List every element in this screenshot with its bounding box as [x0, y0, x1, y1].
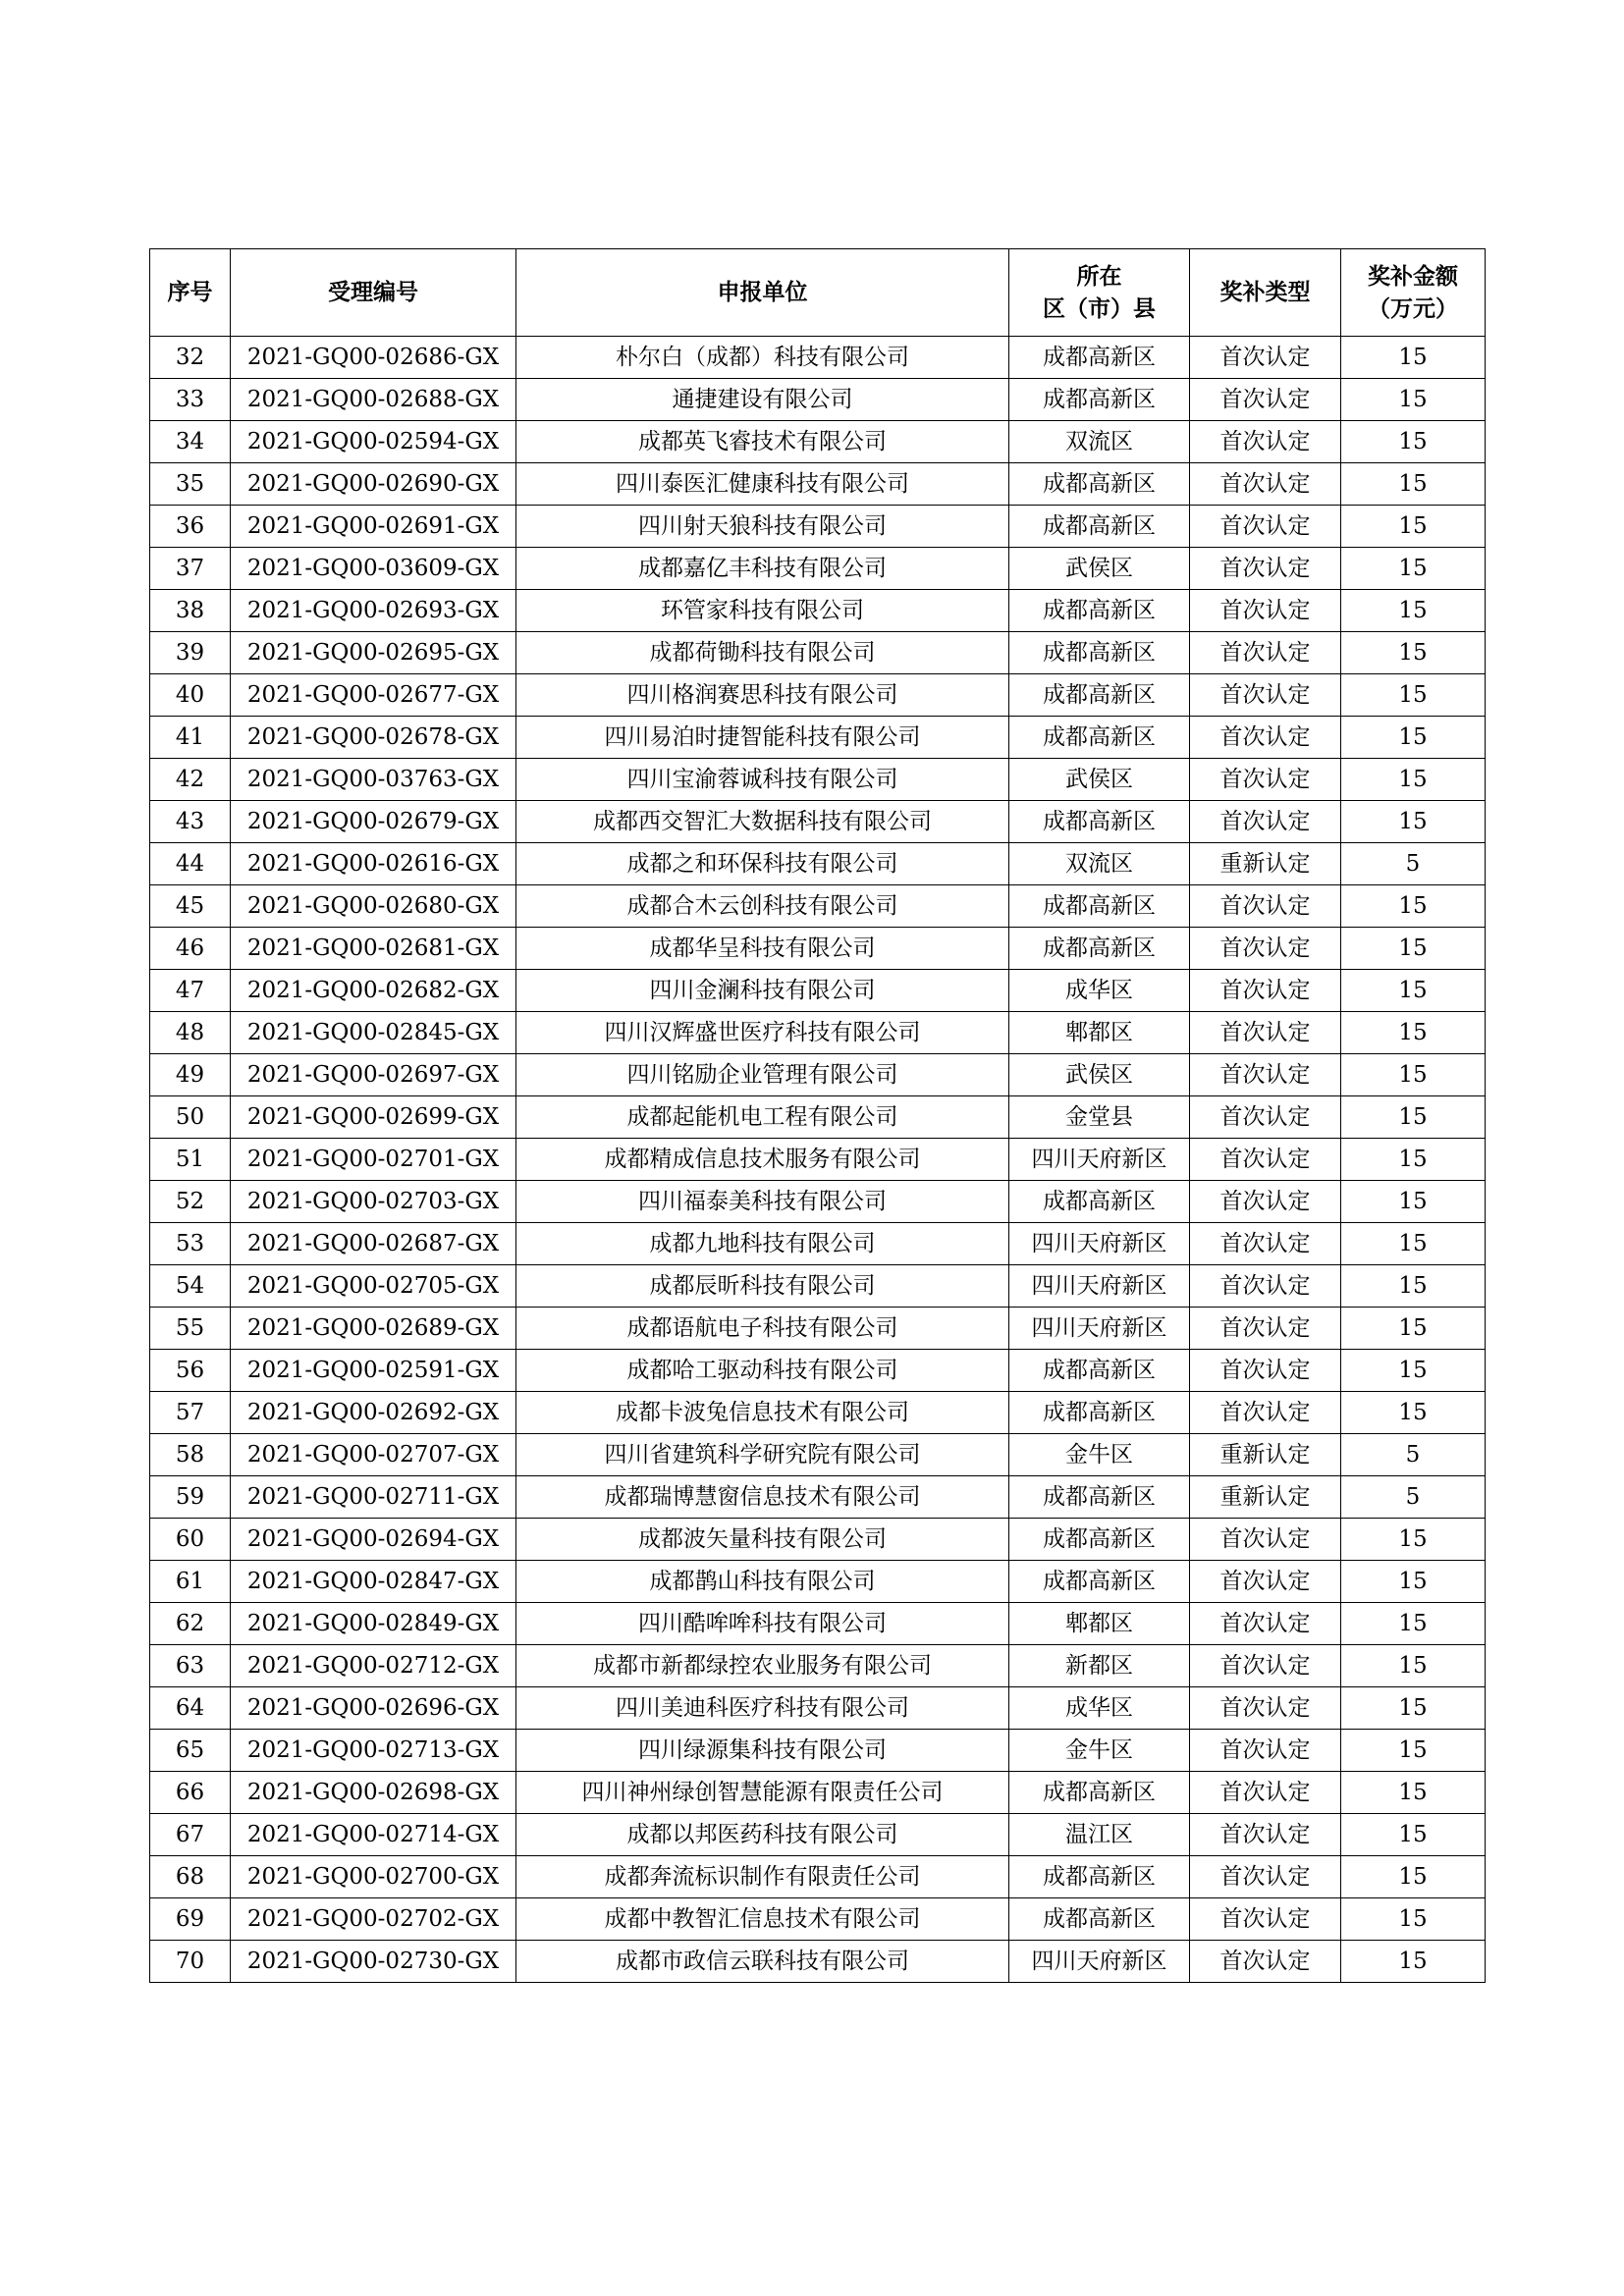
cell-code: 2021-GQ00-02693-GX	[231, 590, 516, 632]
cell-type: 首次认定	[1190, 1772, 1341, 1814]
cell-unit: 四川省建筑科学研究院有限公司	[516, 1434, 1009, 1476]
cell-type: 首次认定	[1190, 970, 1341, 1012]
header-district-line2: 区（市）县	[1043, 295, 1156, 322]
cell-unit: 成都西交智汇大数据科技有限公司	[516, 801, 1009, 843]
cell-seq: 37	[150, 548, 231, 590]
cell-code: 2021-GQ00-02680-GX	[231, 885, 516, 928]
cell-amount: 15	[1341, 970, 1486, 1012]
cell-seq: 62	[150, 1603, 231, 1645]
cell-seq: 46	[150, 928, 231, 970]
cell-seq: 45	[150, 885, 231, 928]
cell-amount: 15	[1341, 1181, 1486, 1223]
table-row	[150, 1139, 1486, 1181]
cell-unit: 成都瑞博慧窗信息技术有限公司	[516, 1476, 1009, 1519]
cell-type: 首次认定	[1190, 759, 1341, 801]
cell-unit: 四川宝渝蓉诚科技有限公司	[516, 759, 1009, 801]
cell-seq: 65	[150, 1730, 231, 1772]
table-row	[150, 1012, 1486, 1054]
cell-district: 成都高新区	[1009, 1772, 1190, 1814]
cell-seq: 40	[150, 674, 231, 717]
cell-district: 成都高新区	[1009, 674, 1190, 717]
cell-code: 2021-GQ00-02677-GX	[231, 674, 516, 717]
table-row	[150, 843, 1486, 885]
cell-district: 成华区	[1009, 970, 1190, 1012]
cell-district: 双流区	[1009, 843, 1190, 885]
cell-seq: 70	[150, 1941, 231, 1983]
cell-unit: 环管家科技有限公司	[516, 590, 1009, 632]
cell-unit: 成都市政信云联科技有限公司	[516, 1941, 1009, 1983]
cell-amount: 15	[1341, 506, 1486, 548]
cell-seq: 68	[150, 1856, 231, 1898]
cell-code: 2021-GQ00-02682-GX	[231, 970, 516, 1012]
cell-type: 首次认定	[1190, 1687, 1341, 1730]
cell-amount: 5	[1341, 1476, 1486, 1519]
cell-district: 成都高新区	[1009, 1856, 1190, 1898]
cell-seq: 69	[150, 1898, 231, 1941]
cell-type: 首次认定	[1190, 1096, 1341, 1139]
cell-seq: 55	[150, 1308, 231, 1350]
table-row	[150, 928, 1486, 970]
cell-code: 2021-GQ00-02694-GX	[231, 1519, 516, 1561]
cell-type: 首次认定	[1190, 548, 1341, 590]
cell-code: 2021-GQ00-02847-GX	[231, 1561, 516, 1603]
cell-unit: 成都卡波兔信息技术有限公司	[516, 1392, 1009, 1434]
cell-type: 首次认定	[1190, 1308, 1341, 1350]
cell-seq: 32	[150, 337, 231, 379]
cell-code: 2021-GQ00-02679-GX	[231, 801, 516, 843]
cell-type: 首次认定	[1190, 1645, 1341, 1687]
table-row	[150, 759, 1486, 801]
cell-district: 四川天府新区	[1009, 1941, 1190, 1983]
table-row	[150, 1054, 1486, 1096]
cell-type: 首次认定	[1190, 1265, 1341, 1308]
table-row	[150, 1096, 1486, 1139]
cell-district: 金牛区	[1009, 1730, 1190, 1772]
cell-code: 2021-GQ00-03609-GX	[231, 548, 516, 590]
cell-unit: 四川格润赛思科技有限公司	[516, 674, 1009, 717]
cell-district: 成都高新区	[1009, 717, 1190, 759]
cell-amount: 15	[1341, 590, 1486, 632]
cell-code: 2021-GQ00-02681-GX	[231, 928, 516, 970]
cell-seq: 47	[150, 970, 231, 1012]
table-row	[150, 1350, 1486, 1392]
cell-unit: 成都英飞睿技术有限公司	[516, 421, 1009, 463]
cell-amount: 15	[1341, 1139, 1486, 1181]
cell-type: 首次认定	[1190, 717, 1341, 759]
table-row	[150, 1181, 1486, 1223]
cell-seq: 52	[150, 1181, 231, 1223]
cell-amount: 15	[1341, 337, 1486, 379]
cell-unit: 成都合木云创科技有限公司	[516, 885, 1009, 928]
cell-unit: 成都辰昕科技有限公司	[516, 1265, 1009, 1308]
table-row	[150, 1265, 1486, 1308]
cell-type: 首次认定	[1190, 1012, 1341, 1054]
cell-unit: 四川汉辉盛世医疗科技有限公司	[516, 1012, 1009, 1054]
cell-unit: 成都语航电子科技有限公司	[516, 1308, 1009, 1350]
cell-type: 首次认定	[1190, 1603, 1341, 1645]
cell-code: 2021-GQ00-02700-GX	[231, 1856, 516, 1898]
cell-amount: 15	[1341, 421, 1486, 463]
cell-code: 2021-GQ00-02691-GX	[231, 506, 516, 548]
cell-unit: 通捷建设有限公司	[516, 379, 1009, 421]
header-district-line1: 所在	[1076, 262, 1122, 290]
cell-amount: 15	[1341, 1856, 1486, 1898]
cell-type: 首次认定	[1190, 1054, 1341, 1096]
cell-amount: 15	[1341, 1898, 1486, 1941]
cell-type: 首次认定	[1190, 1941, 1341, 1983]
cell-district: 成都高新区	[1009, 1561, 1190, 1603]
cell-type: 首次认定	[1190, 1856, 1341, 1898]
cell-unit: 四川福泰美科技有限公司	[516, 1181, 1009, 1223]
cell-type: 首次认定	[1190, 1392, 1341, 1434]
cell-seq: 64	[150, 1687, 231, 1730]
table-row	[150, 1434, 1486, 1476]
table-row	[150, 801, 1486, 843]
table-row	[150, 1308, 1486, 1350]
cell-code: 2021-GQ00-02686-GX	[231, 337, 516, 379]
cell-unit: 四川神州绿创智慧能源有限责任公司	[516, 1772, 1009, 1814]
cell-seq: 58	[150, 1434, 231, 1476]
table-row	[150, 1223, 1486, 1265]
table-row	[150, 1476, 1486, 1519]
cell-seq: 48	[150, 1012, 231, 1054]
cell-code: 2021-GQ00-02711-GX	[231, 1476, 516, 1519]
cell-amount: 15	[1341, 1687, 1486, 1730]
cell-type: 首次认定	[1190, 928, 1341, 970]
cell-seq: 34	[150, 421, 231, 463]
cell-seq: 36	[150, 506, 231, 548]
cell-district: 郫都区	[1009, 1603, 1190, 1645]
cell-seq: 39	[150, 632, 231, 674]
cell-type: 首次认定	[1190, 1561, 1341, 1603]
cell-seq: 33	[150, 379, 231, 421]
cell-code: 2021-GQ00-02707-GX	[231, 1434, 516, 1476]
cell-code: 2021-GQ00-02591-GX	[231, 1350, 516, 1392]
cell-district: 成都高新区	[1009, 885, 1190, 928]
cell-district: 武侯区	[1009, 1054, 1190, 1096]
cell-amount: 15	[1341, 463, 1486, 506]
header-type: 奖补类型	[1190, 249, 1341, 337]
cell-seq: 44	[150, 843, 231, 885]
cell-code: 2021-GQ00-02705-GX	[231, 1265, 516, 1308]
cell-amount: 15	[1341, 1772, 1486, 1814]
header-row	[150, 249, 1486, 337]
cell-district: 成都高新区	[1009, 506, 1190, 548]
cell-district: 郫都区	[1009, 1012, 1190, 1054]
cell-amount: 15	[1341, 1096, 1486, 1139]
cell-unit: 成都华呈科技有限公司	[516, 928, 1009, 970]
cell-code: 2021-GQ00-02616-GX	[231, 843, 516, 885]
table-row	[150, 590, 1486, 632]
cell-unit: 成都九地科技有限公司	[516, 1223, 1009, 1265]
header-seq: 序号	[150, 249, 231, 337]
table-row	[150, 548, 1486, 590]
cell-type: 首次认定	[1190, 1350, 1341, 1392]
cell-seq: 60	[150, 1519, 231, 1561]
cell-seq: 54	[150, 1265, 231, 1308]
table-row	[150, 506, 1486, 548]
cell-amount: 15	[1341, 548, 1486, 590]
cell-type: 首次认定	[1190, 421, 1341, 463]
cell-unit: 成都哈工驱动科技有限公司	[516, 1350, 1009, 1392]
table-row	[150, 1814, 1486, 1856]
header-district	[1009, 249, 1190, 337]
cell-type: 首次认定	[1190, 885, 1341, 928]
cell-amount: 15	[1341, 885, 1486, 928]
cell-seq: 49	[150, 1054, 231, 1096]
cell-amount: 15	[1341, 717, 1486, 759]
cell-code: 2021-GQ00-02688-GX	[231, 379, 516, 421]
cell-district: 武侯区	[1009, 548, 1190, 590]
cell-district: 成都高新区	[1009, 1476, 1190, 1519]
cell-code: 2021-GQ00-02697-GX	[231, 1054, 516, 1096]
table-body	[150, 337, 1486, 1983]
cell-amount: 15	[1341, 801, 1486, 843]
cell-seq: 66	[150, 1772, 231, 1814]
cell-type: 首次认定	[1190, 801, 1341, 843]
cell-amount: 15	[1341, 379, 1486, 421]
cell-amount: 15	[1341, 1265, 1486, 1308]
cell-amount: 15	[1341, 928, 1486, 970]
cell-amount: 15	[1341, 1054, 1486, 1096]
cell-type: 重新认定	[1190, 1476, 1341, 1519]
cell-amount: 15	[1341, 1814, 1486, 1856]
cell-district: 成都高新区	[1009, 1181, 1190, 1223]
table-row	[150, 1519, 1486, 1561]
cell-unit: 成都鹊山科技有限公司	[516, 1561, 1009, 1603]
cell-type: 首次认定	[1190, 1139, 1341, 1181]
cell-unit: 四川泰医汇健康科技有限公司	[516, 463, 1009, 506]
cell-type: 首次认定	[1190, 379, 1341, 421]
cell-unit: 成都中教智汇信息技术有限公司	[516, 1898, 1009, 1941]
cell-district: 成都高新区	[1009, 337, 1190, 379]
cell-type: 首次认定	[1190, 632, 1341, 674]
cell-district: 武侯区	[1009, 759, 1190, 801]
cell-district: 金牛区	[1009, 1434, 1190, 1476]
cell-code: 2021-GQ00-02701-GX	[231, 1139, 516, 1181]
cell-code: 2021-GQ00-02690-GX	[231, 463, 516, 506]
cell-seq: 63	[150, 1645, 231, 1687]
table-row	[150, 421, 1486, 463]
cell-type: 首次认定	[1190, 1730, 1341, 1772]
cell-type: 首次认定	[1190, 1898, 1341, 1941]
cell-district: 成都高新区	[1009, 632, 1190, 674]
cell-type: 首次认定	[1190, 337, 1341, 379]
cell-district: 成都高新区	[1009, 801, 1190, 843]
cell-district: 成都高新区	[1009, 1519, 1190, 1561]
cell-type: 首次认定	[1190, 674, 1341, 717]
table-row	[150, 1645, 1486, 1687]
cell-seq: 61	[150, 1561, 231, 1603]
cell-unit: 成都起能机电工程有限公司	[516, 1096, 1009, 1139]
cell-code: 2021-GQ00-02689-GX	[231, 1308, 516, 1350]
table-row	[150, 463, 1486, 506]
cell-seq: 42	[150, 759, 231, 801]
cell-unit: 成都奔流标识制作有限责任公司	[516, 1856, 1009, 1898]
cell-type: 首次认定	[1190, 506, 1341, 548]
cell-district: 四川天府新区	[1009, 1139, 1190, 1181]
table-row	[150, 717, 1486, 759]
header-amount	[1341, 249, 1486, 337]
cell-unit: 成都精成信息技术服务有限公司	[516, 1139, 1009, 1181]
table-row	[150, 885, 1486, 928]
cell-code: 2021-GQ00-02678-GX	[231, 717, 516, 759]
cell-seq: 38	[150, 590, 231, 632]
cell-seq: 50	[150, 1096, 231, 1139]
cell-unit: 成都荷锄科技有限公司	[516, 632, 1009, 674]
table-row	[150, 674, 1486, 717]
cell-amount: 15	[1341, 632, 1486, 674]
cell-code: 2021-GQ00-02692-GX	[231, 1392, 516, 1434]
cell-code: 2021-GQ00-02699-GX	[231, 1096, 516, 1139]
cell-unit: 四川易泊时捷智能科技有限公司	[516, 717, 1009, 759]
cell-amount: 15	[1341, 1350, 1486, 1392]
cell-unit: 四川金澜科技有限公司	[516, 970, 1009, 1012]
cell-seq: 41	[150, 717, 231, 759]
cell-unit: 四川射天狼科技有限公司	[516, 506, 1009, 548]
table-row	[150, 379, 1486, 421]
cell-unit: 四川绿源集科技有限公司	[516, 1730, 1009, 1772]
cell-seq: 35	[150, 463, 231, 506]
table-row	[150, 1730, 1486, 1772]
award-table	[149, 248, 1486, 1983]
cell-type: 首次认定	[1190, 1223, 1341, 1265]
cell-seq: 59	[150, 1476, 231, 1519]
cell-type: 首次认定	[1190, 1814, 1341, 1856]
header-code: 受理编号	[231, 249, 516, 337]
cell-amount: 15	[1341, 1730, 1486, 1772]
cell-unit: 成都市新都绿控农业服务有限公司	[516, 1645, 1009, 1687]
cell-amount: 15	[1341, 1603, 1486, 1645]
header-amount-line2: （万元）	[1368, 295, 1458, 322]
cell-code: 2021-GQ00-02696-GX	[231, 1687, 516, 1730]
cell-type: 首次认定	[1190, 1181, 1341, 1223]
cell-type: 首次认定	[1190, 463, 1341, 506]
cell-amount: 15	[1341, 1308, 1486, 1350]
cell-code: 2021-GQ00-03763-GX	[231, 759, 516, 801]
cell-amount: 15	[1341, 1519, 1486, 1561]
cell-district: 成都高新区	[1009, 1392, 1190, 1434]
cell-district: 四川天府新区	[1009, 1265, 1190, 1308]
table-row	[150, 632, 1486, 674]
cell-code: 2021-GQ00-02730-GX	[231, 1941, 516, 1983]
cell-code: 2021-GQ00-02702-GX	[231, 1898, 516, 1941]
cell-amount: 15	[1341, 674, 1486, 717]
table-row	[150, 1687, 1486, 1730]
table-row	[150, 970, 1486, 1012]
cell-unit: 成都嘉亿丰科技有限公司	[516, 548, 1009, 590]
cell-unit: 四川酷哞哞科技有限公司	[516, 1603, 1009, 1645]
cell-seq: 56	[150, 1350, 231, 1392]
cell-type: 重新认定	[1190, 1434, 1341, 1476]
cell-type: 首次认定	[1190, 590, 1341, 632]
cell-code: 2021-GQ00-02695-GX	[231, 632, 516, 674]
cell-amount: 5	[1341, 1434, 1486, 1476]
cell-unit: 成都波矢量科技有限公司	[516, 1519, 1009, 1561]
cell-code: 2021-GQ00-02712-GX	[231, 1645, 516, 1687]
cell-seq: 67	[150, 1814, 231, 1856]
cell-amount: 15	[1341, 1941, 1486, 1983]
table-row	[150, 1561, 1486, 1603]
table-row	[150, 1772, 1486, 1814]
cell-code: 2021-GQ00-02845-GX	[231, 1012, 516, 1054]
cell-district: 成华区	[1009, 1687, 1190, 1730]
cell-code: 2021-GQ00-02713-GX	[231, 1730, 516, 1772]
cell-amount: 15	[1341, 1561, 1486, 1603]
cell-type: 重新认定	[1190, 843, 1341, 885]
cell-seq: 53	[150, 1223, 231, 1265]
cell-code: 2021-GQ00-02594-GX	[231, 421, 516, 463]
cell-district: 温江区	[1009, 1814, 1190, 1856]
cell-unit: 成都之和环保科技有限公司	[516, 843, 1009, 885]
cell-seq: 43	[150, 801, 231, 843]
table-row	[150, 1603, 1486, 1645]
cell-district: 成都高新区	[1009, 379, 1190, 421]
cell-seq: 51	[150, 1139, 231, 1181]
cell-district: 新都区	[1009, 1645, 1190, 1687]
cell-code: 2021-GQ00-02849-GX	[231, 1603, 516, 1645]
cell-district: 成都高新区	[1009, 1898, 1190, 1941]
table-row	[150, 1392, 1486, 1434]
cell-amount: 5	[1341, 843, 1486, 885]
cell-district: 成都高新区	[1009, 463, 1190, 506]
cell-unit: 四川美迪科医疗科技有限公司	[516, 1687, 1009, 1730]
table-row	[150, 1941, 1486, 1983]
cell-amount: 15	[1341, 1223, 1486, 1265]
cell-district: 成都高新区	[1009, 1350, 1190, 1392]
table-row	[150, 1898, 1486, 1941]
cell-district: 成都高新区	[1009, 928, 1190, 970]
header-unit: 申报单位	[516, 249, 1009, 337]
cell-amount: 15	[1341, 759, 1486, 801]
cell-code: 2021-GQ00-02714-GX	[231, 1814, 516, 1856]
cell-seq: 57	[150, 1392, 231, 1434]
table-row	[150, 337, 1486, 379]
cell-unit: 四川铭励企业管理有限公司	[516, 1054, 1009, 1096]
cell-unit: 朴尔白（成都）科技有限公司	[516, 337, 1009, 379]
cell-unit: 成都以邦医药科技有限公司	[516, 1814, 1009, 1856]
cell-district: 双流区	[1009, 421, 1190, 463]
cell-district: 成都高新区	[1009, 590, 1190, 632]
cell-code: 2021-GQ00-02698-GX	[231, 1772, 516, 1814]
cell-code: 2021-GQ00-02687-GX	[231, 1223, 516, 1265]
cell-district: 四川天府新区	[1009, 1223, 1190, 1265]
cell-type: 首次认定	[1190, 1519, 1341, 1561]
cell-code: 2021-GQ00-02703-GX	[231, 1181, 516, 1223]
header-amount-line1: 奖补金额	[1368, 262, 1458, 290]
cell-amount: 15	[1341, 1392, 1486, 1434]
table-row	[150, 1856, 1486, 1898]
table-header	[150, 249, 1486, 337]
cell-district: 金堂县	[1009, 1096, 1190, 1139]
cell-district: 四川天府新区	[1009, 1308, 1190, 1350]
cell-amount: 15	[1341, 1645, 1486, 1687]
cell-amount: 15	[1341, 1012, 1486, 1054]
